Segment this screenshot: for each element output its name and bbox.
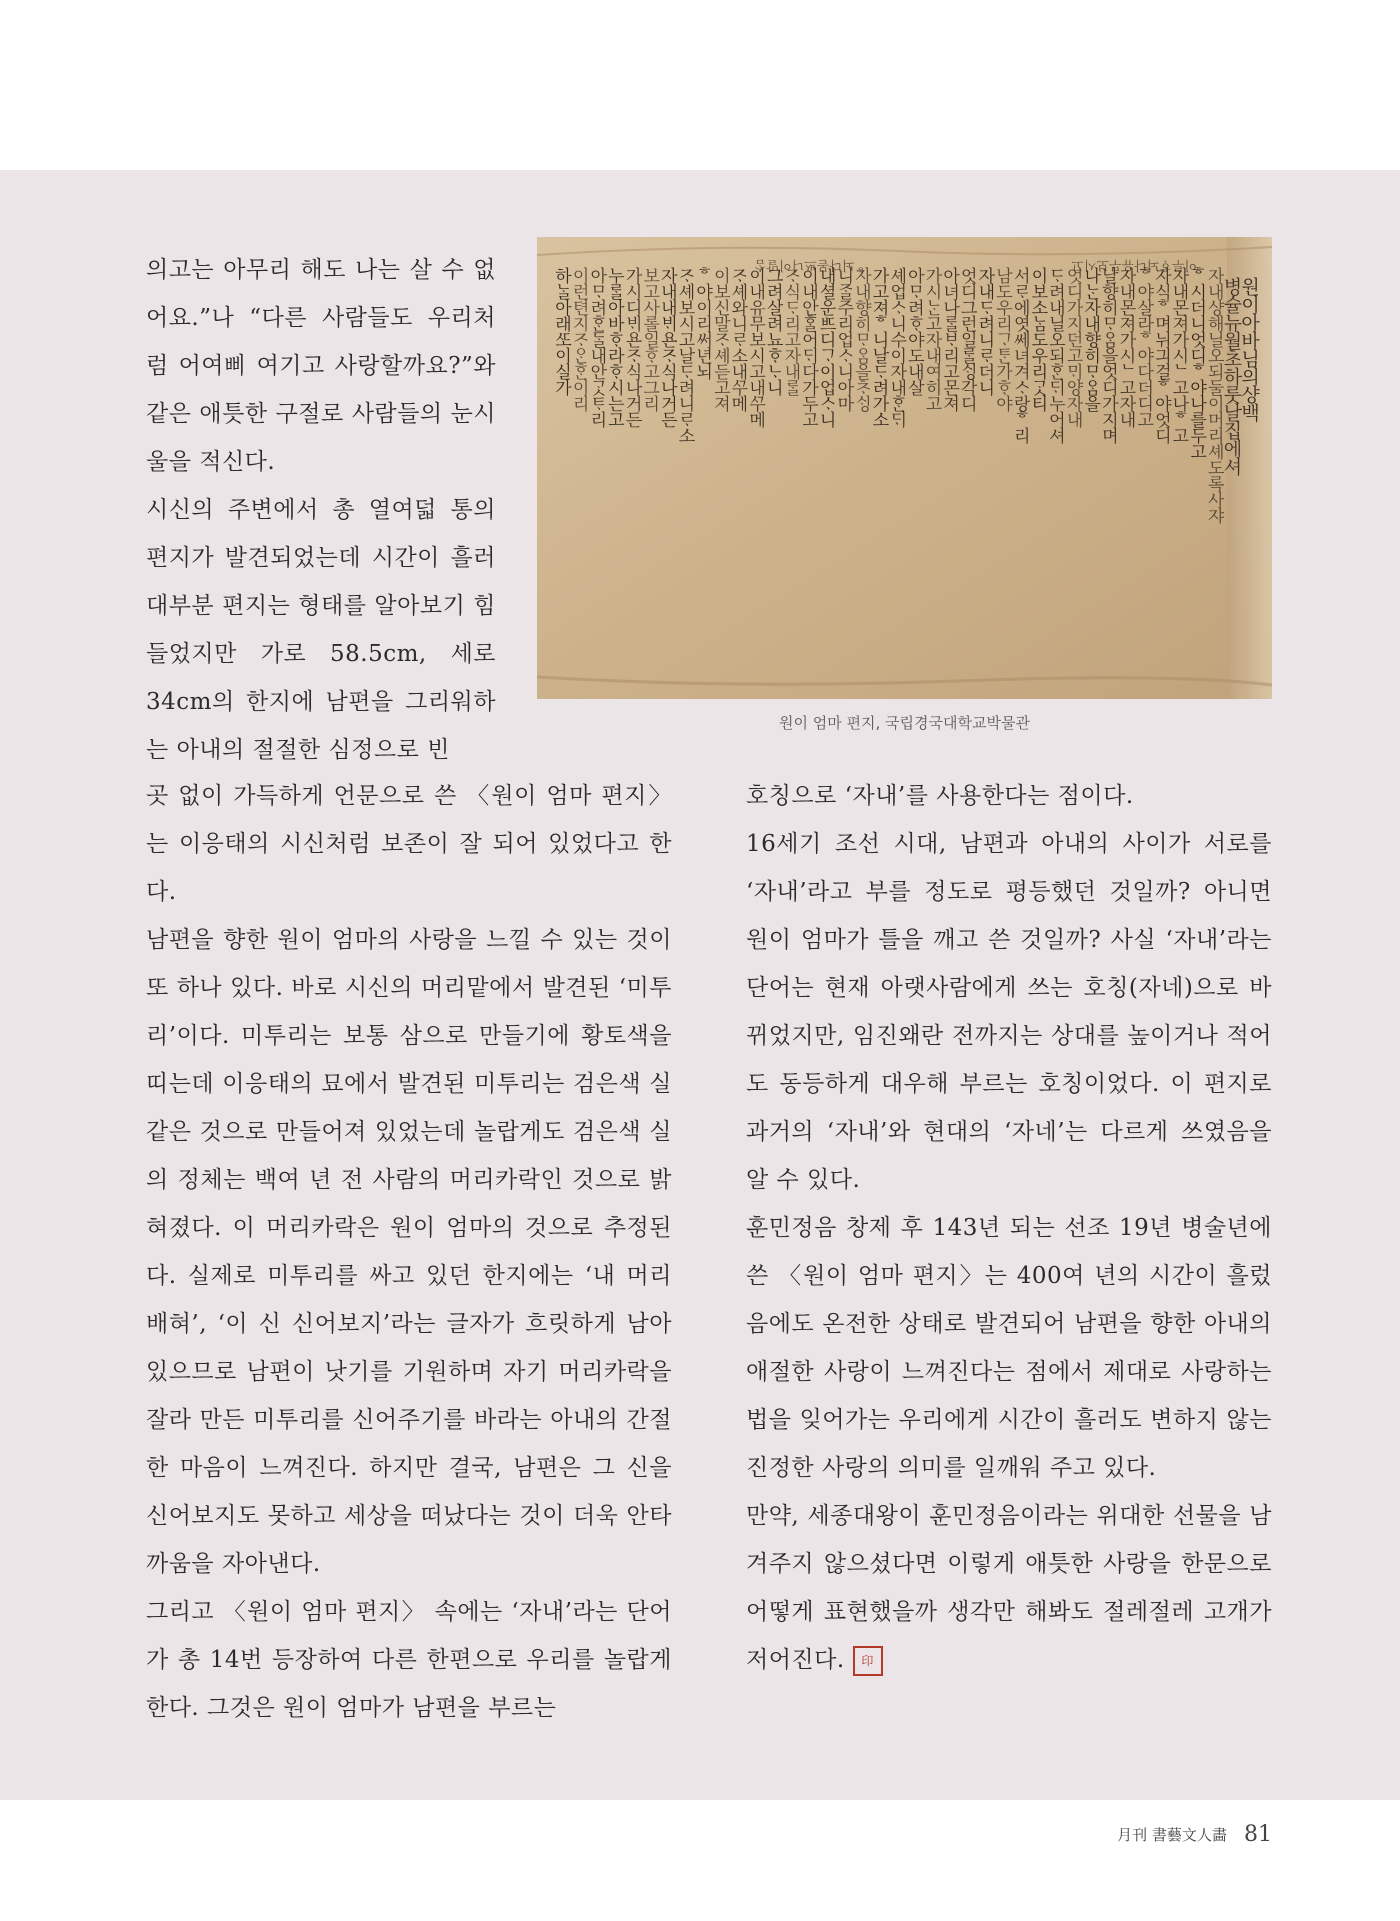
letter-line: 이런텬지ᄌᆞᄋᆞᆫᄒᆞᆫ이리	[568, 267, 589, 411]
right-paragraph-3: 훈민정음 창제 후 143년 되는 선조 19년 병술년에 쓴 〈원이 엄마 편지〉는 400여 년의 시간이 흘렀음에도 온전한 상태로 발견되어 남편을 향한 아내의 애절한 사랑이 느껴진다는 점에서 제대로 사랑하는 법을 잊어가는 우리에게 시간이 흘러도 변하지 않는 진정한 사랑의 의미를 일깨워 주고 있다.	[746, 1215, 1272, 1481]
magazine-name: 月刊 書藝文人畵	[1117, 1826, 1227, 1844]
letter-line: 하ᄂᆞᆯ아래ᄯᅩ이실가	[551, 267, 571, 395]
letter-line: ᄌᆞ식ᄃᆞ리고자내ᄅᆞᆯ	[780, 267, 801, 395]
letter-line: 엇디그런일ᄅᆞᆯᄉᆡᆼ각디	[956, 267, 977, 411]
intro-paragraph-1: 의고는 아무리 해도 나는 살 수 없어요.”나 “다른 사람들도 우리처럼 어여삐 여기고 사랑할까요?”와 같은 애틋한 구절로 사람들의 눈시울을 적신다.	[146, 257, 496, 475]
letter-line: 자내샹해닐오되둘이머리셰도록사쟈	[1203, 267, 1224, 523]
seal-stamp-icon: 印	[853, 1646, 883, 1676]
letter-line: 나ᄂᆞᆫ자내향히ᄆᆞᄋᆞᆷ을	[1080, 267, 1101, 411]
letter-line: 니ᄌᆞᆯ주리업ᄉᆞ니아마	[833, 267, 854, 411]
letter-line: 엇디가지던고ᄆᆡ양자내	[1062, 267, 1083, 427]
letter-line: ᄒ시더니엇디ᄒ야나를두고	[1186, 267, 1207, 459]
letter-line: 남도우리ᄀᆞᄐᆞᆫ가ᄒᆞ야	[992, 267, 1012, 411]
letter-line: 아ᄆᆞ려ᄒᆞᆫᄃᆞᆯ내안ᄀᆞᆺᄐᆞ리	[586, 267, 607, 427]
letter-line: 그려살려뇨ᄒᆞᄂᆞ니	[762, 267, 783, 395]
letter-line: 자식ᄒ며뉘긔걸ᄒ야엇디	[1150, 267, 1171, 443]
letter-line: 아녀나ᄅᆞᆯᄇᆞ리고몬져	[939, 267, 960, 411]
letter-photo	[537, 237, 1272, 699]
letter-line: 내셜운ᄠᅳ디ᄀᆞ이업ᄉᆞ니	[815, 267, 836, 427]
letter-line: 셰업ᄉᆞ니수이자내ᄒᆞᆫᄃᆡ	[886, 267, 907, 427]
right-column	[746, 772, 1272, 1684]
page-footer	[1117, 1822, 1272, 1847]
image-caption: 원이 엄마 편지, 국립경국대학교박물관	[779, 714, 1030, 732]
letter-line: 이보소ᄂᆞᆷ도우리ᄀᆞᆺ티	[1027, 267, 1048, 411]
letter-line: 자내몬져가시ᄂ고자내	[1115, 267, 1136, 427]
letter-line: 자내향히ᄆᆞᄋᆞᆷ을ᄎᆞᄉᆡᆼ	[850, 267, 871, 411]
left-paragraph-3: 그리고 〈원이 엄마 편지〉 속에는 ‘자내’라는 단어가 총 14번 등장하여 다른 한편으로 우리를 놀랍게 한다. 그것은 원이 엄마가 남편을 부르는	[146, 1599, 672, 1721]
letter-line: 이내유무보시고내ᄭᅮ메	[745, 267, 766, 427]
letter-line: 가시ᄂᆞᆫ고자내여히고	[921, 267, 942, 411]
left-paragraph-1: 곳 없이 가득하게 언문으로 쓴 〈원이 엄마 편지〉는 이응태의 시신처럼 보존이 잘 되어 있었다고 한다.	[146, 783, 672, 905]
letter-line: ᄒ야살라ᄒ야다더디고	[1133, 267, 1154, 427]
letter-line: 아ᄆᆞ려ᄒᆞ야도내살	[903, 267, 924, 395]
letter-margin-line: ᄒ뇌다몯ᄡᅳ니이말ᄉᆞᆷ	[753, 257, 867, 272]
letter-line: 가시디ᄇᆡ욘ᄌᆞ식나거든	[621, 267, 642, 427]
letter-line: ᄌᆞ셰보시고날ᄃᆞ려니ᄅᆞ소	[674, 267, 695, 443]
right-paragraph-4	[746, 1492, 1272, 1684]
letter-line: 자내몬져가시ᄂ고나ᄒ고	[1168, 267, 1189, 443]
page-number: 81	[1244, 1822, 1272, 1847]
letter-line: 누ᄅᆞᆯ아바ᄒᆞ라ᄒᆞ시는고	[603, 267, 624, 427]
letter-line: 이내안ᄒᆞᆯ어ᄃᆡ다가두고	[798, 267, 818, 427]
letter-margin-line: 이루ᄒᆞ뇌다유무보시고	[1071, 257, 1197, 272]
right-paragraph-1: 호칭으로 ‘자내’를 사용한다는 점이다.	[746, 783, 1134, 809]
letter-line: 자내ᄃᆞ려니ᄅᆞ더니	[974, 267, 995, 395]
letter-line: ᄌᆞ셰와니ᄅᆞ소내ᄭᅮ메	[727, 267, 748, 411]
letter-line: 가고져ᄒ니날ᄃᆞ려가소	[868, 267, 889, 427]
letter-line: 원이아바님의샹백	[1238, 277, 1260, 421]
left-paragraph-2: 남편을 향한 원이 엄마의 사랑을 느낄 수 있는 것이 또 하나 있다. 바로 시신의 머리맡에서 발견된 ‘미투리’이다. 미투리는 보통 삼으로 만들기에 황토색을 띠는데 이응태의 묘에서 발견된 미투리는 검은색 실 같은 것으로 만들어져 있었는데 놀랍게도 검은색 실의 정체는 백여 년 전 사람의 머리카락인 것으로 밝혀졌다. 이 머리카락은 원이 엄마의 것으로 추정된다. 실제로 미투리를 싸고 있던 한지에는 ‘내 머리 배혀’, ‘이 신 신어보지’라는 글자가 흐릿하게 남아 있으므로 남편이 낫기를 기원하며 자기 머리카락을 잘라 만든 미투리를 신어주기를 바라는 아내의 간절한 마음이 느껴진다. 하지만 결국, 남편은 그 신을 신어보지도 못하고 세상을 떠났다는 것이 더욱 안타까움을 자아낸다.	[146, 927, 672, 1577]
left-column	[146, 772, 672, 1732]
intro-paragraph-2: 시신의 주변에서 총 열여덟 통의 편지가 발견되었는데 시간이 흘러 대부분 편지는 형태를 알아보기 힘들었지만 가로 58.5cm, 세로 34cm의 한지에 남편을 그리워하는 아내의 절절한 심정으로 빈	[146, 497, 496, 763]
letter-line: ᄒ야이리써년뇌	[692, 267, 713, 379]
letter-line: 자내내ᄇᆡ욘ᄌᆞ식나거든	[656, 267, 677, 427]
letter-line: ᄃᆞ려내닐오되ᄒᆞᆫᄃᆡ누어셔	[1044, 267, 1065, 443]
letter-line: 서ᄅᆞ에엿쎄녀겨ᄉᆞ랑ᄒ리	[1009, 267, 1030, 443]
right-paragraph-2: 16세기 조선 시대, 남편과 아내의 사이가 서로를 ‘자내’라고 부를 정도로 평등했던 것일까? 아니면 원이 엄마가 틀을 깨고 쓴 것일까? 사실 ‘자내’라는 단어는 현재 아랫사람에게 쓰는 호칭(자네)으로 바뀌었지만, 임진왜란 전까지는 상대를 높이거나 적어도 동등하게 대우해 부르는 호칭이었다. 이 편지로 과거의 ‘자내’와 현대의 ‘자네’는 다르게 쓰였음을 알 수 있다.	[746, 831, 1272, 1193]
letter-line: 보고사롤일ᄒᆞ고그리	[639, 267, 660, 411]
letter-line: 이보신말ᄌᆞ셰듣고져	[709, 267, 730, 411]
letter-line: 날향히ᄆᆞᄋᆞᆷ을엇디가지며	[1097, 267, 1118, 443]
letter-line: 병슐뉴월초하룻날집에셔	[1220, 277, 1243, 475]
intro-text	[146, 246, 496, 774]
right-last-text: 만약, 세종대왕이 훈민정음이라는 위대한 선물을 남겨주지 않으셨다면 이렇게 애틋한 사랑을 한문으로 어떻게 표현했을까 생각만 해봐도 절레절레 고개가 저어진다.	[746, 1503, 1272, 1673]
